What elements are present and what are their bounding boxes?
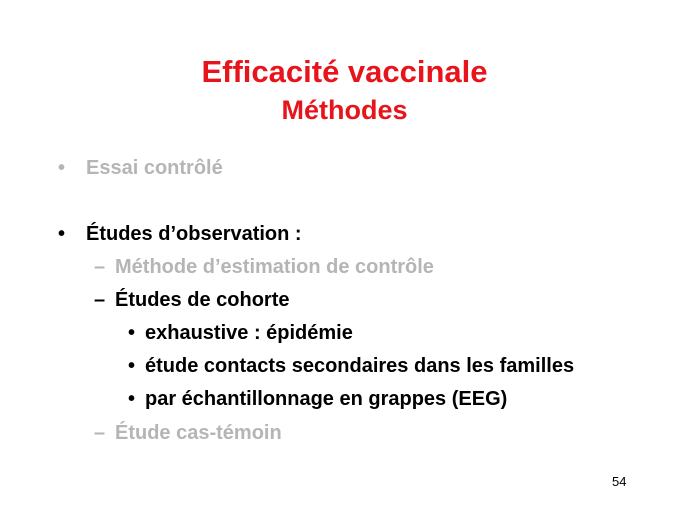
list-item-text: par échantillonnage en grappes (EEG) bbox=[145, 388, 508, 410]
bullet-marker: • bbox=[128, 355, 136, 377]
list-item-exhaustive bbox=[128, 320, 528, 346]
dash-marker: – bbox=[94, 289, 106, 311]
list-item-text: Méthode d’estimation de contrôle bbox=[115, 256, 434, 278]
list-item-echantillonnage bbox=[128, 386, 628, 412]
list-item-text: Étude cas-témoin bbox=[115, 422, 282, 444]
list-item-methode-estimation bbox=[94, 254, 574, 280]
bullet-marker: • bbox=[128, 322, 136, 344]
list-item-text: étude contacts secondaires dans les familles bbox=[145, 355, 575, 377]
bullet-marker: • bbox=[58, 223, 66, 245]
list-item-etudes-cohorte bbox=[94, 287, 494, 313]
dash-marker: – bbox=[94, 256, 106, 278]
dash-marker: – bbox=[94, 422, 106, 444]
bullet-marker: • bbox=[58, 157, 66, 179]
list-item-etude-cas-temoin bbox=[94, 420, 494, 446]
slide-title: Efficacité vaccinale bbox=[201, 54, 488, 89]
slide-subtitle: Méthodes bbox=[281, 95, 408, 125]
list-item-text: Études d’observation : bbox=[86, 223, 302, 245]
list-item-text: Essai contrôlé bbox=[86, 157, 223, 179]
bullet-marker: • bbox=[128, 388, 136, 410]
list-item-text: Études de cohorte bbox=[115, 289, 290, 311]
list-item-text: exhaustive : épidémie bbox=[145, 322, 353, 344]
list-item-essai-controle bbox=[58, 155, 458, 181]
page-number: 54 bbox=[612, 474, 627, 489]
list-item-etudes-observation bbox=[58, 221, 458, 247]
list-item-etude-contacts bbox=[128, 353, 668, 379]
